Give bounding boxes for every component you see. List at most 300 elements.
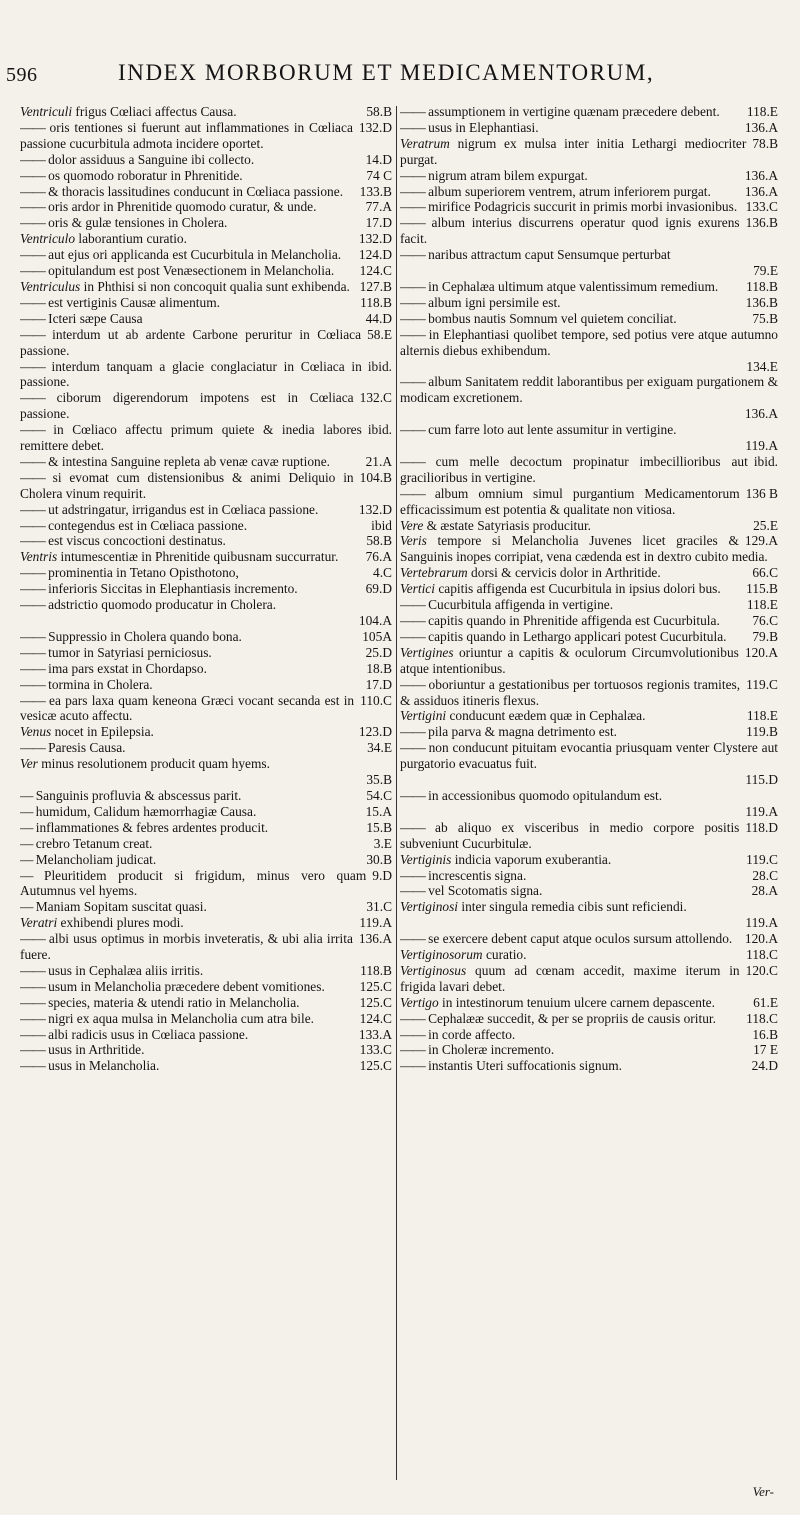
index-entry (400, 422, 778, 454)
index-entry (20, 1027, 392, 1043)
entry-text: nigrum atram bilem expurgat. (424, 167, 588, 183)
repeat-dash: —— (20, 1010, 45, 1026)
repeat-dash: —— (20, 1058, 45, 1074)
entry-text: quum ad cœnam accedit, maxime iterum in frigida lavari debet. (400, 962, 740, 994)
index-entry (400, 613, 778, 629)
index-entry (20, 1058, 392, 1074)
page-reference: 24.D (751, 1058, 778, 1074)
entry-text: nocet in Epilepsia. (51, 724, 154, 740)
entry-text: album igni persimile est. (424, 294, 561, 310)
page-reference: 136.A (744, 406, 778, 422)
index-entry (20, 804, 392, 820)
index-entry (400, 199, 778, 215)
index-entry (400, 565, 778, 581)
catchword: Ver- (752, 1484, 774, 1499)
index-entry (400, 597, 778, 613)
repeat-dash: —— (20, 469, 45, 485)
entry-text: interdum tanquam a glacie conglaciatur in Cœliaca in passione. (20, 358, 362, 390)
page-reference: 58.E (367, 326, 392, 342)
page-reference: 136.A (744, 183, 778, 199)
page-reference: 125.C (359, 1058, 392, 1074)
index-entry (20, 740, 392, 756)
page-reference: 28.A (751, 883, 778, 899)
page-reference: 30.B (366, 851, 392, 867)
entry-headword: Vertiginosus (400, 962, 467, 978)
repeat-dash: —— (400, 422, 425, 438)
entry-text: in Phthisi si non concoquit qualia sunt exhibenda. (80, 278, 350, 294)
repeat-dash: —— (20, 119, 45, 135)
page-reference: 132.C (359, 390, 392, 406)
entry-text: prominentia in Tetano Opisthotono, (44, 565, 239, 581)
page-reference: 25.D (365, 644, 392, 660)
index-entry (20, 359, 392, 391)
page-reference: 124.C (359, 263, 392, 279)
page-reference: 18.B (366, 660, 392, 676)
index-entry (400, 327, 778, 375)
entry-text: albi usus optimus in morbis inveteratis, & ubi alia irrita fuere. (20, 931, 353, 963)
index-entry (20, 868, 392, 900)
entry-text: usus in Elephantiasi. (424, 119, 539, 135)
index-entry (400, 518, 778, 534)
repeat-dash: —— (20, 183, 45, 199)
page-reference: 118.E (746, 708, 778, 724)
index-entry (20, 390, 392, 422)
page-reference: ibid. (367, 358, 392, 374)
entry-text: album superiorem ventrem, atrum inferiorem purgat. (424, 183, 711, 199)
entry-text: ciborum digerendorum impotens est in Cœliaca passione. (20, 390, 354, 422)
entry-text: dorsi & cervicis dolor in Arthritide. (467, 565, 661, 581)
repeat-dash: —— (20, 628, 45, 644)
page-reference: 44.D (365, 310, 392, 326)
index-entry (400, 184, 778, 200)
repeat-dash: —— (20, 660, 45, 676)
repeat-dash: —— (20, 422, 45, 438)
index-entry (400, 820, 778, 852)
page-reference: 119.B (746, 724, 778, 740)
right-column (400, 104, 778, 1502)
page-reference: 136.A (744, 119, 778, 135)
entry-text: indicia vaporum exuberantia. (451, 851, 612, 867)
index-entry (400, 963, 778, 995)
entry-headword: Vertiginosi (400, 899, 459, 915)
page-reference: 125.C (359, 994, 392, 1010)
entry-text: instantis Uteri suffocationis signum. (424, 1058, 623, 1074)
index-entry (400, 947, 778, 963)
page-reference: 133.A (358, 1026, 392, 1042)
left-column (20, 104, 392, 1502)
entry-headword: Vertigines (400, 644, 454, 660)
index-entry (20, 581, 392, 597)
repeat-dash: —— (400, 278, 425, 294)
index-entry (20, 852, 392, 868)
repeat-dash: —— (20, 263, 45, 279)
index-entry (400, 1027, 778, 1043)
entry-text: usus in Melancholia. (44, 1058, 160, 1074)
index-entry (20, 231, 392, 247)
repeat-dash: — (20, 803, 33, 819)
page-reference: 119.A (745, 803, 778, 819)
page-reference: 3.E (373, 835, 392, 851)
entry-text: Melancholiam judicat. (32, 851, 157, 867)
repeat-dash: —— (20, 247, 45, 263)
entry-text: albi radicis usus in Cœliaca passione. (44, 1026, 249, 1042)
entry-text: frigus Cœliaci affectus Causa. (72, 104, 237, 119)
repeat-dash: — (20, 819, 33, 835)
index-entry (400, 868, 778, 884)
index-entry (20, 629, 392, 645)
repeat-dash: —— (20, 167, 45, 183)
page-reference: ibid (371, 517, 392, 533)
page-reference: 120.A (744, 644, 778, 660)
entry-text: nigri ex aqua mulsa in Melancholia cum atra bile. (44, 1010, 314, 1026)
entry-text: aut ejus ori applicanda est Cucurbitula in Melancholia. (44, 247, 342, 263)
index-entry (400, 486, 778, 518)
entry-headword: Vertiginosorum (400, 947, 483, 963)
repeat-dash: —— (400, 326, 425, 342)
page-reference: 66.C (752, 565, 778, 581)
index-entry (400, 120, 778, 136)
page-reference: 25.E (753, 517, 778, 533)
page-reference: 31.C (366, 899, 392, 915)
index-entry (20, 661, 392, 677)
index-entry (20, 184, 392, 200)
entry-text: inferioris Siccitas in Elephantiasis incremento. (44, 581, 298, 597)
entry-text: in Choleræ incremento. (424, 1042, 555, 1058)
page-reference: 17 E (753, 1042, 778, 1058)
entry-text: Sanguinis profluvia & abscessus parit. (32, 787, 242, 803)
entry-text: opitulandum est post Venæsectionem in Melancholia. (44, 263, 335, 279)
page-reference: 136 B (745, 485, 778, 501)
index-entry (20, 756, 392, 788)
page-reference: 9.D (372, 867, 392, 883)
page-reference: 21.A (365, 453, 392, 469)
entry-text: usus in Arthritide. (44, 1042, 145, 1058)
index-entry (400, 311, 778, 327)
page-reference: 118.B (360, 962, 392, 978)
entry-text: ut adstringatur, irrigandus est in Cœliaca passione. (44, 501, 319, 517)
repeat-dash: — (20, 787, 33, 803)
entry-text: oris ardor in Phrenitide quomodo curatur, & unde. (44, 199, 317, 215)
page-reference: 119.A (745, 915, 778, 931)
entry-text: Paresis Causa. (44, 740, 126, 756)
index-entry (20, 788, 392, 804)
entry-text: in Elephantiasi quolibet tempore, sed potius vere atque autumno alternis diebus exhibendum. (400, 326, 778, 358)
index-entry (400, 899, 778, 931)
page-reference: 15.B (366, 819, 392, 835)
index-entry (400, 136, 778, 168)
repeat-dash: —— (20, 199, 45, 215)
entry-text: intumescentiæ in Phrenitide quibusnam succurratur. (57, 549, 339, 565)
page-reference: 17.D (365, 676, 392, 692)
entry-text: Pleuritidem producit si frigidum, minus vero quam Autumnus vel hyems. (20, 867, 367, 899)
entry-text: & intestina Sanguine repleta ab venæ cavæ ruptione. (44, 453, 330, 469)
index-entry (20, 470, 392, 502)
index-entry (20, 247, 392, 263)
page-reference: 78.B (752, 135, 778, 151)
entry-text: exhibendi plures modi. (57, 915, 184, 931)
entry-text: Icteri sæpe Causa (44, 310, 143, 326)
index-entry (20, 995, 392, 1011)
repeat-dash: —— (400, 183, 425, 199)
page-reference: 16.B (752, 1026, 778, 1042)
entry-text: crebro Tetanum creat. (32, 835, 153, 851)
index-entry (400, 168, 778, 184)
page-reference: 77.A (365, 199, 392, 215)
page-reference: 4.C (373, 565, 392, 581)
index-entry (400, 740, 778, 788)
repeat-dash: —— (20, 692, 45, 708)
entry-text: tumor in Satyriasi perniciosus. (44, 644, 212, 660)
index-entry (20, 915, 392, 931)
page-reference: 120.A (744, 931, 778, 947)
index-entry (400, 629, 778, 645)
page-reference: 61.E (753, 994, 778, 1010)
entry-text: contegendus est in Cœliaca passione. (44, 517, 248, 533)
index-entry (400, 215, 778, 247)
entry-text: in corde affecto. (424, 1026, 516, 1042)
entry-headword: Ventriculus (20, 278, 81, 294)
repeat-dash: —— (20, 740, 45, 756)
page-reference: 119.C (746, 851, 778, 867)
entry-text: & æstate Satyriasis producitur. (423, 517, 592, 533)
index-entry (20, 979, 392, 995)
page-reference: 129.A (744, 533, 778, 549)
repeat-dash: —— (20, 565, 45, 581)
entry-text: album interius discurrens operatur quod ignis exurens facit. (400, 215, 740, 247)
entry-text: est vertiginis Causæ alimentum. (44, 294, 220, 310)
entry-headword: Venus (20, 724, 52, 740)
entry-headword: Vertigini (400, 708, 447, 724)
index-entry (400, 852, 778, 868)
page-reference: 123.D (358, 724, 392, 740)
entry-headword: Vertebrarum (400, 565, 468, 581)
page-reference: 115.B (746, 581, 778, 597)
index-entry (400, 724, 778, 740)
entry-text: vel Scotomatis signa. (424, 883, 543, 899)
entry-text: nigrum ex mulsa inter initia Lethargi mediocriter purgat. (400, 135, 747, 167)
entry-text: ab aliquo ex visceribus in medio corpore positis subveniunt Cucurbitulæ. (400, 819, 740, 851)
repeat-dash: —— (400, 740, 425, 756)
repeat-dash: — (20, 899, 33, 915)
index-entry (400, 104, 778, 120)
entry-text: interdum ut ab ardente Carbone peruritur in Cœliaca passione. (20, 326, 362, 358)
page-reference: 118.C (746, 947, 778, 963)
index-entry (400, 374, 778, 422)
page-reference: 14.D (365, 151, 392, 167)
page-reference: 136.A (358, 931, 392, 947)
page-reference: ibid. (367, 422, 392, 438)
page-reference: 79.B (752, 628, 778, 644)
repeat-dash: —— (400, 1010, 425, 1026)
index-entry (20, 549, 392, 565)
entry-text: in accessionibus quomodo opitulandum est. (424, 787, 663, 803)
page-reference: 119.A (359, 915, 392, 931)
index-entry (400, 1058, 778, 1074)
index-entry (20, 295, 392, 311)
page-reference: 133.B (359, 183, 392, 199)
index-entry (20, 677, 392, 693)
entry-text: cum farre loto aut lente assumitur in vertigine. (424, 422, 677, 438)
repeat-dash: —— (20, 151, 45, 167)
index-entry (20, 518, 392, 534)
index-entry (20, 199, 392, 215)
index-entry (400, 677, 778, 709)
page-reference: 118.B (360, 294, 392, 310)
index-entry (400, 295, 778, 311)
page-reference: 54.C (366, 787, 392, 803)
index-entry (20, 502, 392, 518)
repeat-dash: —— (20, 581, 45, 597)
entry-text: inflammationes & febres ardentes producit. (32, 819, 269, 835)
page-reference: 104.B (359, 469, 392, 485)
repeat-dash: —— (400, 215, 425, 231)
page-reference: 15.A (365, 803, 392, 819)
repeat-dash: —— (400, 628, 425, 644)
entry-text: in Cephalæa ultimum atque valentissimum remedium. (424, 278, 719, 294)
entry-text: in Cœliaco affectu primum quiete & inedia labores remittere debet. (20, 422, 362, 454)
repeat-dash: —— (400, 1042, 425, 1058)
page-reference: 133.C (359, 1042, 392, 1058)
entry-text: oriuntur a capitis & oculorum Circumvolutionibus atque intentionibus. (400, 644, 739, 676)
page-reference: 58.B (366, 533, 392, 549)
entry-headword: Ver (20, 756, 38, 772)
page-reference: 119.C (746, 676, 778, 692)
repeat-dash: —— (400, 597, 425, 613)
page-header (6, 58, 800, 96)
page-reference: 132.D (358, 231, 392, 247)
page-reference: 136.A (744, 167, 778, 183)
entry-text: pila parva & magna detrimento est. (424, 724, 618, 740)
repeat-dash: —— (400, 819, 425, 835)
index-entry (20, 215, 392, 231)
repeat-dash: —— (400, 119, 425, 135)
entry-text: inter singula remedia cibis sunt reficiendi. (458, 899, 687, 915)
index-entry (20, 120, 392, 152)
index-entry (400, 533, 778, 565)
entry-text: ea pars laxa quam keneona Græci vocant secanda est in vesicæ acuto affectu. (20, 692, 355, 724)
column-divider (396, 106, 397, 1480)
entry-headword: Ventris (20, 549, 58, 565)
entry-text: Suppressio in Cholera quando bona. (44, 628, 242, 644)
entry-text: oris & gulæ tensiones in Cholera. (44, 215, 228, 231)
index-entry (20, 597, 392, 629)
index-entry (20, 836, 392, 852)
repeat-dash: —— (400, 453, 425, 469)
repeat-dash: —— (400, 247, 425, 263)
repeat-dash: —— (20, 294, 45, 310)
index-entry (20, 931, 392, 963)
index-entry (20, 533, 392, 549)
index-entry (20, 263, 392, 279)
entry-text: Maniam Sopitam suscitat quasi. (32, 899, 207, 915)
repeat-dash: —— (400, 310, 425, 326)
page-reference: 79.E (753, 263, 778, 279)
repeat-dash: —— (400, 1026, 425, 1042)
repeat-dash: —— (20, 310, 45, 326)
entry-text: dolor assiduus a Sanguine ibi collecto. (44, 151, 255, 167)
entry-text: & thoracis lassitudines conducunt in Cœliaca passione. (44, 183, 344, 199)
repeat-dash: —— (400, 294, 425, 310)
repeat-dash: —— (400, 931, 425, 947)
page-reference: 17.D (365, 215, 392, 231)
index-entry (400, 708, 778, 724)
page-reference: ibid. (753, 453, 778, 469)
index-entry (20, 104, 392, 120)
page-reference: 104.A (358, 613, 392, 628)
repeat-dash: — (20, 851, 33, 867)
index-entry (400, 1042, 778, 1058)
repeat-dash: —— (20, 326, 45, 342)
index-entry (400, 645, 778, 677)
index-entry (20, 693, 392, 725)
page-reference: 132.D (358, 501, 392, 517)
page-number: 596 (6, 64, 38, 86)
repeat-dash: —— (400, 374, 425, 390)
repeat-dash: —— (20, 533, 45, 549)
entry-text: album omnium simul purgantium Medicamentorum efficacissimum est potentia & qualitate non vitiosa. (400, 485, 740, 517)
entry-text: non conducunt pituitam evocantia priusquam venter Clystere aut purgatorio evacuatus fuit. (400, 740, 778, 772)
entry-text: capitis quando in Lethargo applicari potest Cucurbitula. (424, 628, 727, 644)
page-reference: 28.C (752, 867, 778, 883)
entry-text: est viscus concoctioni destinatus. (44, 533, 226, 549)
repeat-dash: —— (20, 1042, 45, 1058)
entry-text: humidum, Calidum hæmorrhagiæ Causa. (32, 803, 257, 819)
repeat-dash: —— (400, 724, 425, 740)
index-entry (20, 152, 392, 168)
entry-text: oboriuntur a gestationibus per tortuosos regionis tramites, & assiduos itineris flexus. (400, 676, 741, 708)
page-reference: 125.C (359, 978, 392, 994)
index-entry (400, 931, 778, 947)
entry-headword: Vere (400, 517, 424, 533)
entry-headword: Vertigo (400, 994, 439, 1010)
page-reference: 134.E (746, 358, 778, 374)
entry-text: mirifice Podagricis succurit in primis morbi invasionibus. (424, 199, 738, 215)
entry-text: album Sanitatem reddit laborantibus per exiguam purgationem & modicam excretionem. (400, 374, 778, 406)
page-reference: 110.C (360, 692, 392, 708)
repeat-dash: —— (20, 978, 45, 994)
entry-headword: Veratrum (400, 135, 450, 151)
page-reference: 124.C (359, 1010, 392, 1026)
repeat-dash: —— (400, 867, 425, 883)
index-entry (20, 963, 392, 979)
page-reference: 132.D (358, 119, 392, 135)
page-reference: 35.B (366, 772, 392, 788)
entry-headword: Vertici (400, 581, 435, 597)
entry-text: se exercere debent caput atque oculos sursum attollendo. (424, 931, 733, 947)
page-reference: 69.D (365, 581, 392, 597)
page-reference: 118.E (746, 104, 778, 119)
index-entry (400, 883, 778, 899)
index-entry (400, 279, 778, 295)
page-reference: 120.C (745, 962, 778, 978)
repeat-dash: —— (20, 597, 45, 613)
entry-text: Cephalææ succedit, & per se propriis de causis oritur. (424, 1010, 716, 1026)
index-entry (20, 899, 392, 915)
index-entry (20, 422, 392, 454)
repeat-dash: —— (400, 199, 425, 215)
page-reference: 119.A (745, 438, 778, 454)
index-entry (20, 1011, 392, 1027)
index-entry (400, 788, 778, 820)
repeat-dash: —— (20, 931, 45, 947)
page-reference: 133.C (745, 199, 778, 215)
page-reference: 118.B (746, 278, 778, 294)
page-reference: 136.B (745, 215, 778, 231)
page-reference: 136.B (745, 294, 778, 310)
page-reference: 118.E (746, 597, 778, 613)
entry-text: conducunt eædem quæ in Cephalæa. (446, 708, 646, 724)
index-entry (400, 995, 778, 1011)
